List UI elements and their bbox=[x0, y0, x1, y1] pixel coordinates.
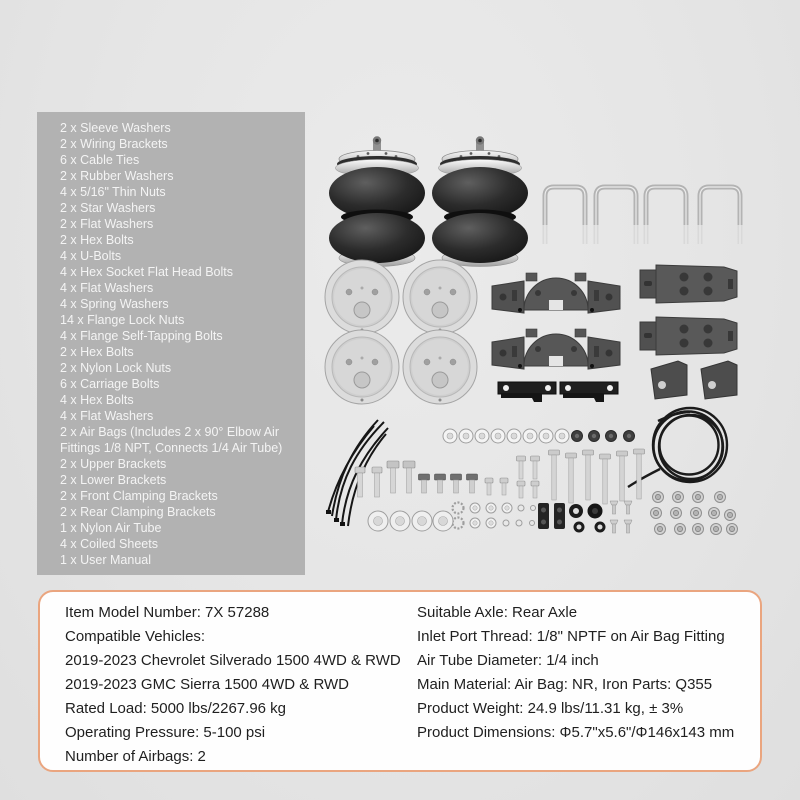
specs-right-column bbox=[417, 601, 760, 770]
parts-list bbox=[60, 120, 292, 568]
parts-list-item: 2 x Flat Washers bbox=[60, 217, 154, 231]
spec-line: Suitable Axle: Rear Axle bbox=[417, 604, 578, 621]
mounting-plates-image bbox=[325, 260, 477, 404]
specs-panel bbox=[38, 590, 762, 772]
parts-list-item: 4 x Flat Washers bbox=[60, 281, 154, 295]
parts-list-panel bbox=[37, 112, 305, 575]
washers-and-star-washers bbox=[368, 503, 536, 532]
specs-left-column bbox=[65, 601, 417, 770]
parts-list-item: 2 x Lower Brackets bbox=[60, 473, 167, 487]
parts-list-item: 2 x Air Bags (Includes 2 x 90° Elbow Air Fittings 1/8 NPT, Connects 1/4 Air Tube) bbox=[60, 425, 283, 455]
parts-list-item: 4 x Hex Socket Flat Head Bolts bbox=[60, 265, 233, 279]
parts-list-item: 14 x Flange Lock Nuts bbox=[60, 313, 185, 327]
air-bags-image bbox=[329, 136, 528, 266]
parts-list-item: 4 x Spring Washers bbox=[60, 297, 169, 311]
spec-line: 2019-2023 Chevrolet Silverado 1500 4WD & RWD bbox=[65, 652, 401, 669]
spec-line: Number of Airbags: 2 bbox=[65, 748, 206, 765]
spec-line: Inlet Port Thread: 1/8" NPTF on Air Bag Fitting bbox=[417, 628, 725, 645]
carriage-bolts-group bbox=[549, 449, 645, 504]
flat-washers-row bbox=[443, 429, 569, 443]
parts-list-item: 2 x Wiring Brackets bbox=[60, 137, 168, 151]
hardware-image bbox=[355, 429, 645, 533]
parts-list-item: 6 x Cable Ties bbox=[60, 153, 140, 167]
parts-list-item: 2 x Star Washers bbox=[60, 201, 156, 215]
parts-list-item: 4 x Flat Washers bbox=[60, 409, 154, 423]
parts-list-item: 2 x Nylon Lock Nuts bbox=[60, 361, 172, 375]
spec-line: Rated Load: 5000 lbs/2267.96 kg bbox=[65, 700, 287, 717]
parts-list-item: 4 x Hex Bolts bbox=[60, 393, 134, 407]
parts-list-item: 2 x Front Clamping Brackets bbox=[60, 489, 218, 503]
u-bolts-image bbox=[545, 187, 740, 244]
parts-list-item: 4 x Coiled Sheets bbox=[60, 537, 158, 551]
parts-list-item: 2 x Rubber Washers bbox=[60, 169, 174, 183]
parts-list-item: 2 x Sleeve Washers bbox=[60, 121, 171, 135]
parts-list-item: 2 x Hex Bolts bbox=[60, 345, 134, 359]
front-clamping-brackets-image bbox=[498, 382, 618, 402]
air-tube-image bbox=[628, 408, 727, 487]
product-photos bbox=[315, 130, 775, 540]
spec-line: Operating Pressure: 5-100 psi bbox=[65, 724, 266, 741]
parts-list-item: 4 x U-Bolts bbox=[60, 249, 122, 263]
spec-line: Product Dimensions: Φ5.7"x5.6"/Φ146x143 mm bbox=[417, 724, 735, 741]
flat-head-bolts-image bbox=[610, 501, 632, 533]
rear-clamping-brackets-image bbox=[651, 361, 737, 399]
parts-list-item: 4 x Flange Self-Tapping Bolts bbox=[60, 329, 223, 343]
parts-list-item: 2 x Rear Clamping Brackets bbox=[60, 505, 216, 519]
lower-brackets-image bbox=[640, 265, 737, 355]
dark-nuts-row bbox=[572, 431, 635, 442]
parts-list-item: 2 x Upper Brackets bbox=[60, 457, 167, 471]
spec-line: 2019-2023 GMC Sierra 1500 4WD & RWD bbox=[65, 676, 350, 693]
spec-line: Main Material: Air Bag: NR, Iron Parts: Q355 bbox=[417, 676, 713, 693]
parts-list-item: 1 x User Manual bbox=[60, 553, 152, 567]
parts-list-item: 1 x Nylon Air Tube bbox=[60, 521, 162, 535]
spec-line: Item Model Number: 7X 57288 bbox=[65, 604, 270, 621]
rubber-washers-image bbox=[569, 504, 606, 533]
spec-line: Compatible Vehicles: bbox=[65, 628, 206, 645]
flange-lock-nuts-image bbox=[651, 492, 738, 535]
parts-list-item: 4 x 5/16" Thin Nuts bbox=[60, 185, 166, 199]
spec-line: Air Tube Diameter: 1/4 inch bbox=[417, 652, 599, 669]
wiring-brackets-image bbox=[538, 503, 565, 529]
parts-list-item: 6 x Carriage Bolts bbox=[60, 377, 160, 391]
hex-bolts-group bbox=[355, 456, 540, 498]
parts-list-item: 2 x Hex Bolts bbox=[60, 233, 134, 247]
spec-line: Product Weight: 24.9 lbs/11.31 kg, ± 3% bbox=[417, 700, 684, 717]
upper-brackets-image bbox=[492, 273, 620, 369]
